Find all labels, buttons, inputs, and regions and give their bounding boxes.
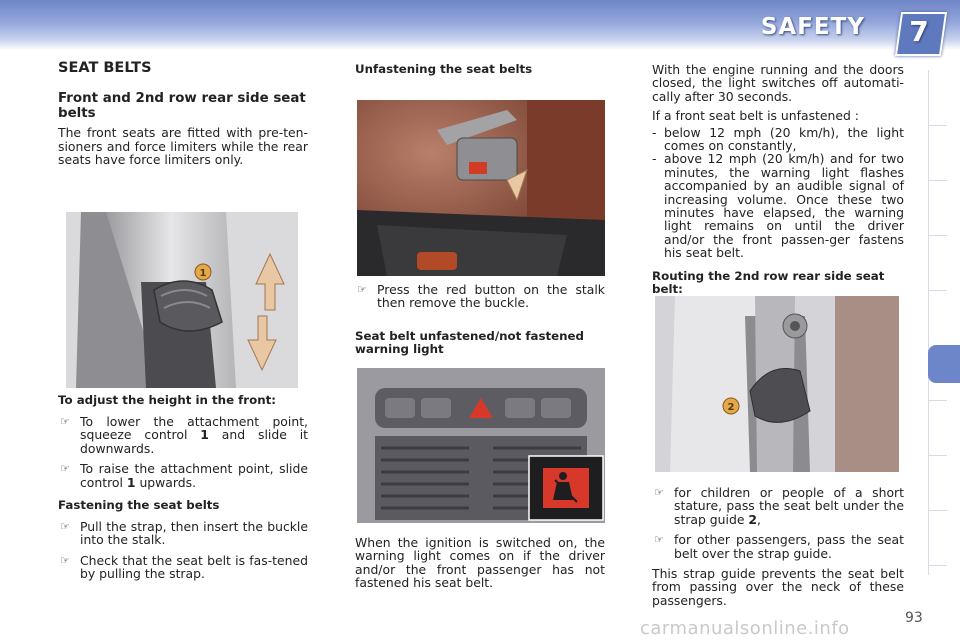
chapter-tabs (928, 70, 949, 575)
figure-callout-2: 2 (727, 402, 735, 413)
warning-text: When the ignition is switched on, the warning light comes on if the driver and/or the front passenger has not fastened his seat belt. (355, 535, 605, 591)
column-2-mid (355, 283, 605, 356)
column-1 (58, 62, 308, 167)
intro-text: The front seats are fitted with pre-ten-sioners and force limiters while the rear seats have force limiters only. (58, 125, 308, 168)
watermark: carmanualsonline.info (640, 618, 850, 639)
column-2 (355, 63, 605, 76)
column-3 (652, 63, 904, 296)
hand-pointer-icon: ☞ (60, 520, 70, 534)
adjust-heading: To adjust the height in the front: (58, 393, 276, 407)
section-title: SEAT BELTS (58, 60, 152, 76)
seatbelt-warning-icon (543, 468, 589, 508)
chapter-number: 7 (909, 15, 929, 48)
passengers-item: ☞ for other passengers, pass the seat belt over the strap guide. (654, 532, 904, 561)
hand-pointer-icon: ☞ (60, 553, 70, 567)
hand-pointer-icon: ☞ (654, 533, 664, 547)
belt-height-adjuster-figure (66, 212, 298, 388)
hand-pointer-icon: ☞ (60, 462, 70, 476)
hand-pointer-icon: ☞ (60, 415, 70, 428)
figure-callout-1: 1 (199, 268, 207, 279)
routing-heading: Routing the 2nd row rear side seat belt: (652, 268, 885, 296)
column-3-lower (652, 486, 904, 607)
guide-text: This strap guide prevents the seat belt from passing over the neck of these passengers. (652, 566, 904, 608)
fasten-item: ☞ Check that the seat belt is fas-tened by pulling the strap. (60, 552, 308, 582)
strap-guide-figure (655, 296, 899, 472)
adjust-raise-item: ☞ To raise the attachment point, slide control 1 upwards. (60, 461, 308, 490)
page-number: 93 (905, 610, 923, 626)
subsection-title: Front and 2nd row rear side seat belts (58, 91, 306, 122)
unfasten-buckle-figure (357, 100, 605, 276)
fasten-heading: Fastening the seat belts (58, 498, 220, 513)
children-item: ☞ for children or people of a short stature, pass the seat belt under the strap guide 2, (654, 485, 904, 527)
chapter-title: SAFETY (760, 14, 865, 40)
dash-item: - above 12 mph (20 km/h) and for two minutes, the warning light flashes accompanied by an audible signal of increasing volume. Once these two minutes have elapsed, the warning light remains on until the driver and/or the front passen-ger fastens his seat belt. (652, 151, 904, 261)
warning-light-figure (357, 368, 605, 523)
column-2-lower (355, 536, 605, 590)
engine-text: With the engine running and the doors closed, the light switches off automati-cally after 30 seconds. (652, 62, 904, 104)
unfasten-heading: Unfastening the seat belts (355, 62, 533, 76)
unfastened-intro: If a front seat belt is unfastened : (652, 108, 859, 124)
adjust-lower-item: ☞ To lower the attachment point, squeeze control 1 and slide it downwards. (60, 414, 309, 456)
hand-pointer-icon: ☞ (357, 283, 367, 296)
dash-item: - below 12 mph (20 km/h), the light comes on constantly, (652, 124, 904, 154)
unfasten-item: ☞ Press the red button on the stalk then remove the buckle. (357, 282, 605, 311)
warning-heading: Seat belt unfastened/not fastened warning light (355, 328, 584, 356)
chapter-tab-active[interactable] (928, 345, 960, 383)
column-1-lower (58, 394, 308, 588)
fasten-item: ☞ Pull the strap, then insert the buckle into the stalk. (60, 519, 308, 548)
hand-pointer-icon: ☞ (654, 486, 664, 499)
